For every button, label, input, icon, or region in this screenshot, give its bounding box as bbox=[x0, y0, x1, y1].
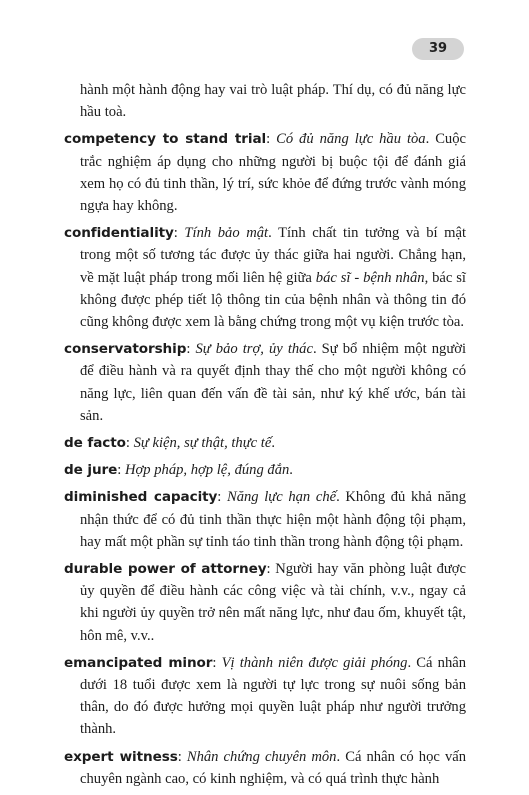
entry-translation: Hợp pháp, hợp lệ, đúng đắn bbox=[124, 462, 290, 479]
entry-term: durable power of attorney bbox=[64, 561, 267, 578]
entry-definition: Cá nhân dưới 18 tuổi được xem là người tự lực trong sự nuôi sống bản thân, do đó được hưởng mọi quyền luật pháp như người trưởng thành. bbox=[80, 654, 467, 738]
glossary-entry: expert witness: Nhân chứng chuyên môn. Cá nhân có học vấn chuyên ngành cao, có kinh nghiệm, và có quá trình thực hành bbox=[64, 748, 467, 787]
entry-definition: Cuộc trắc nghiệm áp dụng cho những người bị buộc tội để đánh giá xem họ có đủ tinh thần, lý trí, sức khỏe để đứng trước vành móng ngựa hay không. bbox=[80, 131, 467, 215]
entry-term: expert witness bbox=[64, 748, 178, 765]
entry-term: confidentiality bbox=[64, 225, 174, 242]
glossary-entry: diminished capacity: Năng lực hạn chế. Không đủ khả năng nhận thức để có đủ tinh thần thực hiện một hành động tội phạm, hay mất một phần sự tỉnh táo tinh thần trong hành động tội phạm. bbox=[64, 489, 467, 550]
glossary-entry: emancipated minor: Vị thành niên được giải phóng. Cá nhân dưới 18 tuổi được xem là người tự lực trong sự nuôi sống bản thân, do đó được hưởng mọi quyền luật pháp như người trưởng thành. bbox=[64, 654, 467, 738]
glossary-entry: conservatorship: Sự bảo trợ, ủy thác. Sự bổ nhiệm một người để điều hành và ra quyết định thay thế cho một người không có năng lực, liên quan đến vấn đề tài sản, như ký khế ước, bán tài sản. bbox=[64, 341, 467, 424]
entry-term: de facto bbox=[64, 435, 126, 452]
glossary-entry: de facto: Sự kiện, sự thật, thực tế. bbox=[64, 435, 275, 452]
entry-translation: Có đủ năng lực hầu tòa bbox=[276, 131, 426, 148]
continuation-text: hành một hành động hay vai trò luật pháp. Thí dụ, có đủ năng lực hầu toà. bbox=[80, 82, 466, 121]
entry-definition-rest: , bác sĩ không được phép tiết lộ thông tin của bệnh nhân và thông tin đó cũng không được xem là bằng chứng trong một vụ kiện trước tòa. bbox=[80, 269, 466, 331]
glossary-entry: competency to stand trial: Có đủ năng lực hầu tòa. Cuộc trắc nghiệm áp dụng cho những người bị buộc tội để đánh giá xem họ có đủ tinh thần, lý trí, sức khỏe để đứng trước vành móng ngựa hay không. bbox=[64, 131, 467, 215]
entry-translation: Tính bảo mật bbox=[184, 225, 269, 242]
glossary-entry: de jure: Hợp pháp, hợp lệ, đúng đắn. bbox=[64, 462, 293, 479]
entry-definition: Cá nhân có học vấn chuyên ngành cao, có kinh nghiệm, và có quá trình thực hành bbox=[80, 748, 467, 787]
glossary-body bbox=[64, 79, 466, 795]
page-number: 39 bbox=[412, 38, 464, 60]
entry-definition-italic: bác sĩ - bệnh nhân bbox=[315, 269, 425, 286]
entry-translation: Nhân chứng chuyên môn bbox=[186, 748, 337, 765]
entry-definition: Sự bổ nhiệm một người để điều hành và ra quyết định thay thế cho một người không có năng lực, liên quan đến vấn đề tài sản, như ký khế ước, bán tài sản. bbox=[80, 341, 467, 424]
entry-definition: Người hay văn phòng luật được ủy quyền để điều hành các công việc và tài chính, v.v., ngay cả khi người ủy quyền trở nên mất năng lực, như đau ốm, khuyết tật, hôn mê, v.v.. bbox=[80, 561, 466, 644]
entry-definition: Không đủ khả năng nhận thức để có đủ tinh thần thực hiện một hành động tội phạm, hay mất một phần sự tỉnh táo tinh thần trong hành động tội phạm. bbox=[80, 489, 467, 550]
entry-translation: Sự bảo trợ, ủy thác bbox=[195, 341, 313, 358]
entry-translation: Sự kiện, sự thật, thực tế bbox=[133, 435, 272, 452]
entry-term: competency to stand trial bbox=[64, 131, 267, 148]
entry-term: de jure bbox=[64, 462, 118, 479]
entry-translation: Năng lực hạn chế bbox=[226, 489, 337, 506]
entry-term: diminished capacity bbox=[64, 489, 218, 506]
glossary-entry: durable power of attorney: Người hay văn phòng luật được ủy quyền để điều hành các công việc và tài chính, v.v., ngay cả khi người ủy quyền trở nên mất năng lực, như đau ốm, khuyết tật, hôn mê, v.v.. bbox=[64, 561, 466, 644]
entry-translation: Vị thành niên được giải phóng bbox=[221, 654, 408, 671]
entry-term: emancipated minor bbox=[64, 654, 213, 671]
entry-term: conservatorship bbox=[64, 341, 187, 358]
entry-definition: Tính chất tin tưởng và bí mật trong một số tương tác được ủy thác giữa hai người. Chẳng hạn, về mặt luật pháp trong mối liên hệ giữa bbox=[80, 225, 467, 286]
glossary-entry: confidentiality: Tính bảo mật. Tính chất tin tưởng và bí mật trong một số tương tác được ủy thác giữa hai người. Chẳng hạn, về mặt luật pháp trong mối liên hệ giữa bác sĩ - bệnh nhân, bác sĩ không được phép tiết lộ thông tin của bệnh nhân và thông tin đó cũng không được xem là bằng chứng trong một vụ kiện trước tòa. bbox=[64, 225, 467, 331]
